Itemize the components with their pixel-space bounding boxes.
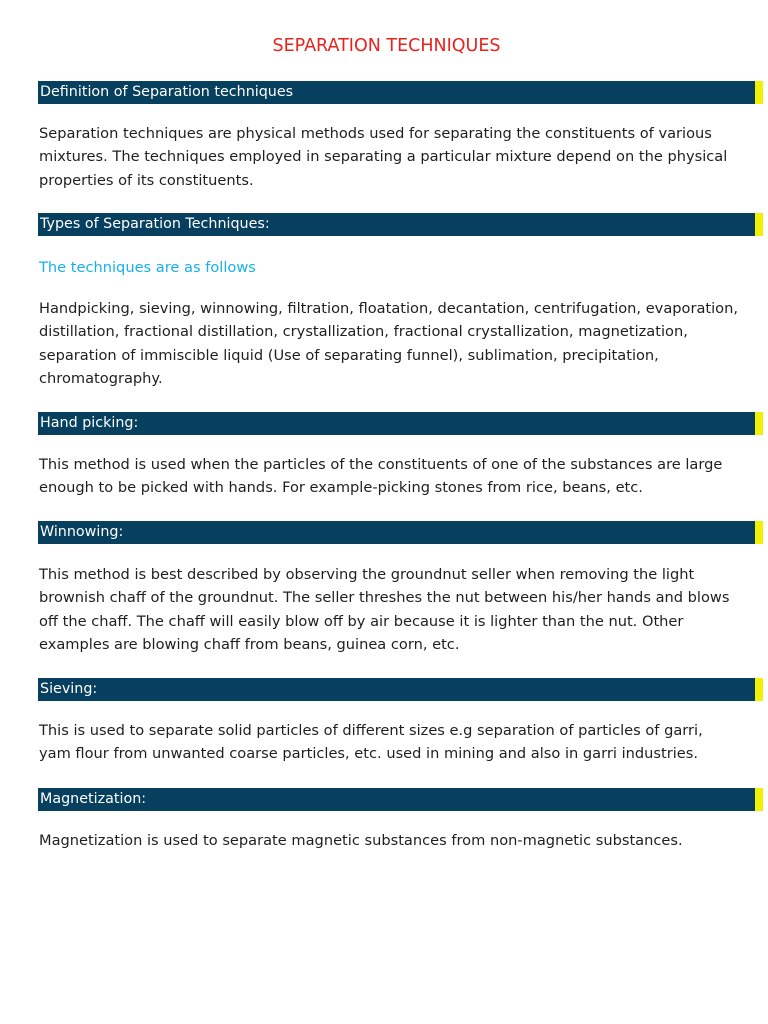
section-heading-hand-picking: Hand picking: (38, 412, 755, 435)
section-heading-winnowing: Winnowing: (38, 521, 755, 544)
sieving-paragraph: This is used to separate solid particles of different sizes e.g separation of particles of garri, yam flour from unwanted coarse particles, etc. used in mining and also in garri industries. (39, 722, 703, 763)
definition-paragraph: Separation techniques are physical methods used for separating the constituents of various mixtures. The techniques employed in separating a particular mixture depend on the physical properties of its constituents. (39, 125, 728, 189)
section-heading-types: Types of Separation Techniques: (38, 213, 755, 236)
section-heading-magnetization: Magnetization: (38, 788, 755, 811)
hand-picking-paragraph: This method is used when the particles of the constituents of one of the substances are large enough to be picked with hands. For example-picking stones from rice, beans, etc. (39, 456, 723, 497)
types-subheading: The techniques are as follows (39, 259, 256, 276)
page-title: SEPARATION TECHNIQUES (272, 36, 501, 56)
section-heading-definition: Definition of Separation techniques (38, 81, 755, 104)
winnowing-paragraph: This method is best described by observing the groundnut seller when removing the light brownish chaff of the groundnut. The seller threshes the nut between his/her hands and blows off the chaff. The chaff will easily blow off by air because it is lighter than the nut. Other examples are blowing chaff from beans, guinea corn, etc. (39, 566, 730, 654)
types-paragraph: Handpicking, sieving, winnowing, filtration, floatation, decantation, centrifugation, evaporation, distillation, fractional distillation, crystallization, fractional crystallization, magnetization, separation of immiscible liquid (Use of separating funnel), sublimation, precipitation, chromatography. (39, 300, 738, 388)
magnetization-paragraph: Magnetization is used to separate magnetic substances from non-magnetic substances. (39, 832, 683, 849)
section-heading-sieving: Sieving: (38, 678, 755, 701)
